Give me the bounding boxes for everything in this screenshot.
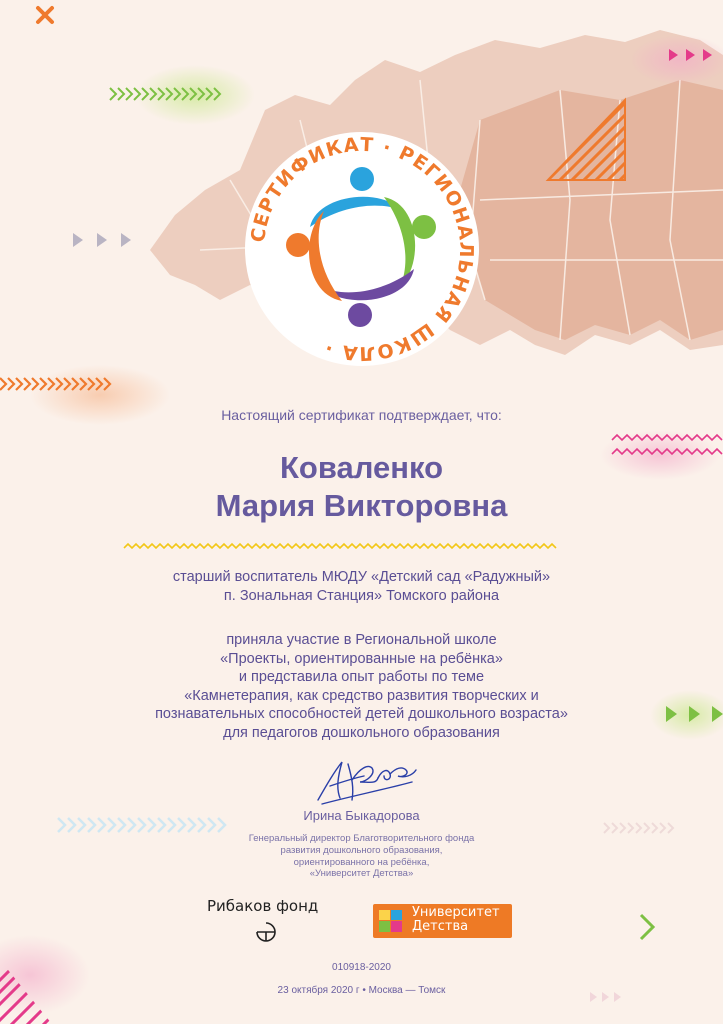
handwritten-signature <box>312 756 420 808</box>
body-line: «Камнетерапия, как средство развития творческих и <box>184 687 539 704</box>
recipient-given-names: Мария Викторовна <box>215 488 508 523</box>
university-of-childhood-logo <box>373 904 512 938</box>
organization-line: старший воспитатель МЮДУ «Детский сад «Радужный» <box>172 569 551 585</box>
body-line: познавательных способностей детей дошкольного возраста» <box>155 706 568 722</box>
seal-arc-text: СЕРТИФИКАТ · РЕГИОНАЛЬНАЯ ШКОЛА · <box>247 133 478 365</box>
yellow-zigzag-divider <box>124 544 556 548</box>
signer-name: Ирина Быкадорова <box>303 808 420 823</box>
organization <box>0 568 723 605</box>
body-line: приняла участие в Региональной школе <box>226 632 497 648</box>
signer-title-line: «Университет Детства» <box>309 868 414 880</box>
participation-text <box>0 631 723 742</box>
rybakov-fond-text: Рибаков фонд <box>207 897 319 915</box>
university-text <box>412 906 500 934</box>
intro-text: Настоящий сертификат подтверждает, что: <box>221 407 502 423</box>
signer-title-line: Генеральный директор Благотворительного фонда <box>248 833 475 844</box>
certificate-number: 010918-2020 <box>332 962 391 973</box>
regional-school-seal <box>245 132 479 366</box>
university-line-2: Детства <box>412 919 469 934</box>
organization-line: п. Зональная Станция» Томского района <box>223 587 500 604</box>
puzzle-icon <box>378 909 404 933</box>
signer-title <box>0 833 723 880</box>
x-mark-icon <box>38 8 52 22</box>
university-line-1: Университет <box>412 905 500 920</box>
chevron-row-faint-right <box>604 823 673 833</box>
rybakov-emblem-icon <box>254 920 278 944</box>
body-line: для педагогов дошкольного образования <box>223 724 500 741</box>
recipient-surname: Коваленко <box>279 450 444 485</box>
grey-triangles-left <box>73 233 131 247</box>
rybakov-fond-logo <box>207 897 318 915</box>
body-line: «Проекты, ориентированные на ребёнка» <box>220 650 503 667</box>
signer-title-line: ориентированного на ребёнка, <box>293 856 430 868</box>
green-chevron-icon <box>641 915 653 939</box>
signer-title-line: развития дошкольного образования, <box>280 844 443 856</box>
issue-date-place: 23 октября 2020 г • Москва — Томск <box>277 985 446 996</box>
body-line: и представила опыт работы по теме <box>238 669 485 685</box>
